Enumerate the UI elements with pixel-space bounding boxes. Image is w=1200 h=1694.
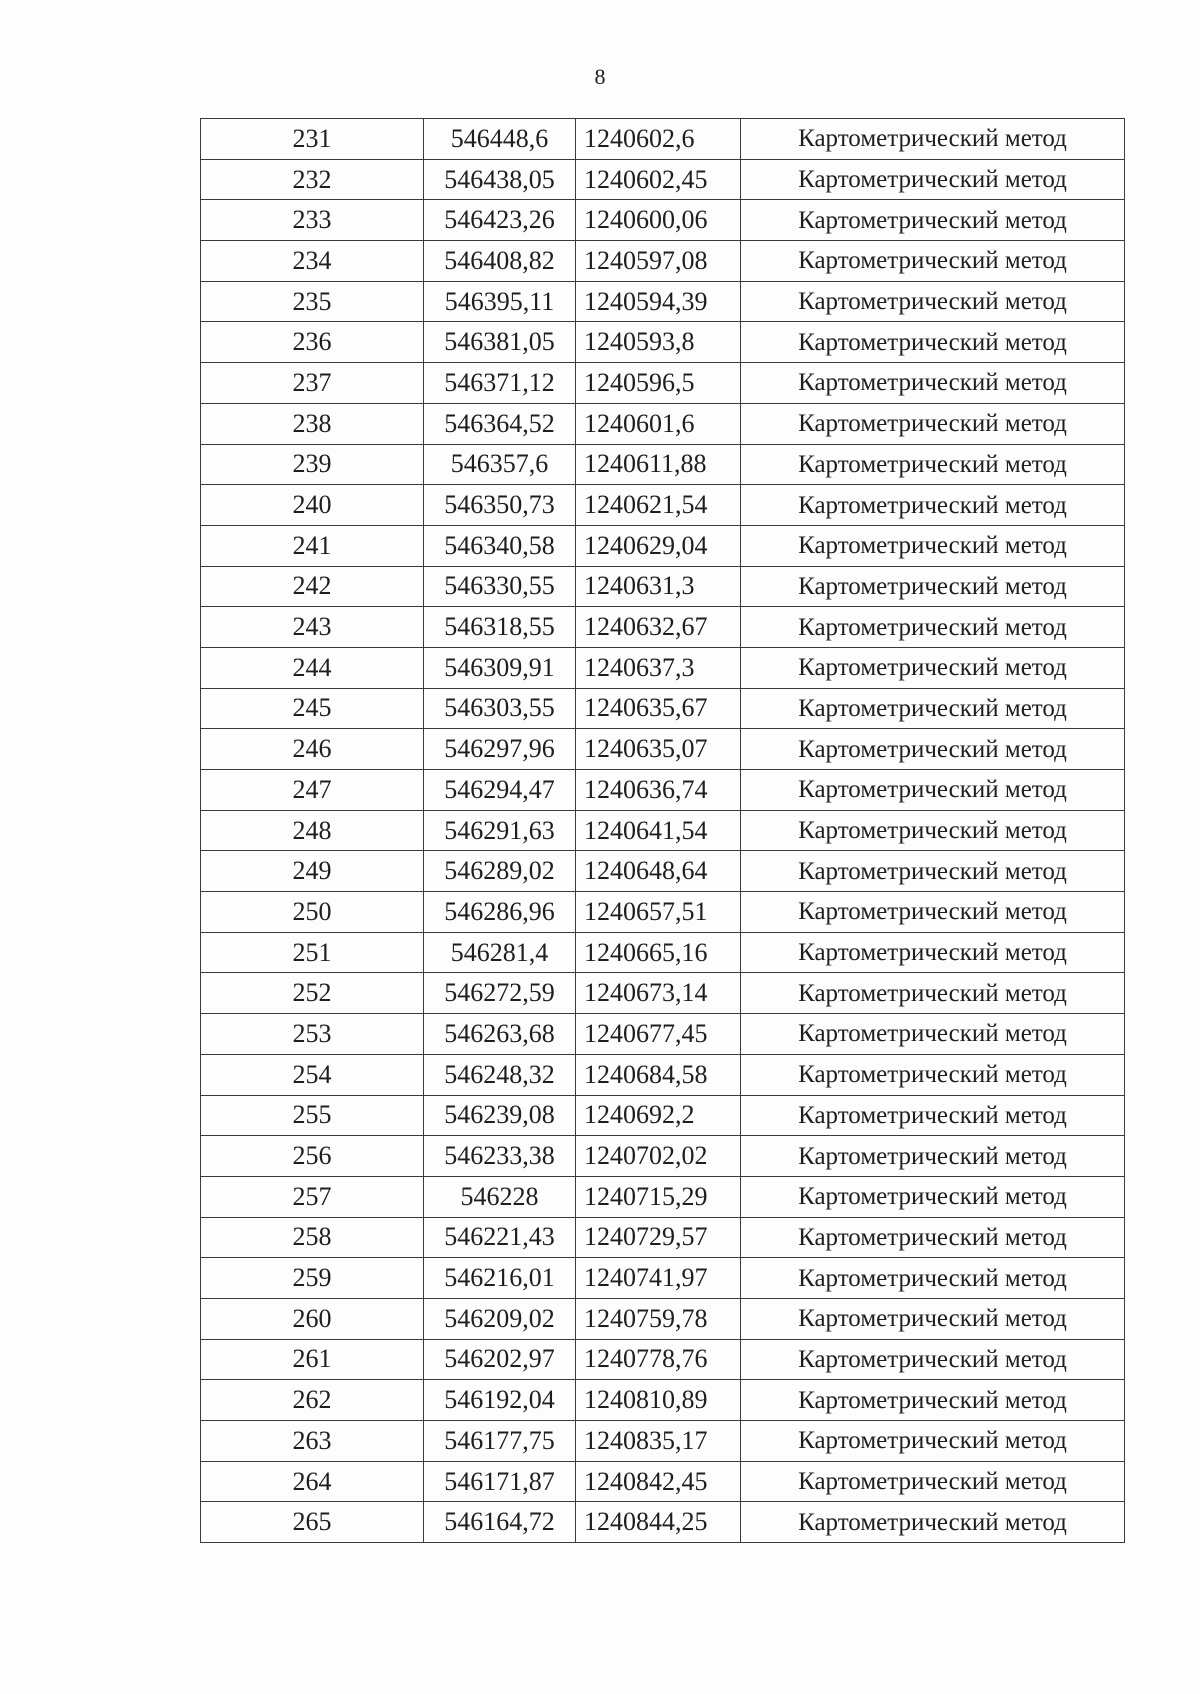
x-coordinate-cell: 546294,47 (424, 770, 576, 811)
table-row (201, 729, 1125, 770)
y-coordinate-cell: 1240600,06 (576, 200, 741, 241)
point-number-cell: 259 (201, 1258, 424, 1299)
point-number-cell: 237 (201, 363, 424, 404)
y-coordinate-cell: 1240741,97 (576, 1258, 741, 1299)
y-coordinate-cell: 1240621,54 (576, 485, 741, 526)
point-number-cell: 241 (201, 525, 424, 566)
point-number-cell: 236 (201, 322, 424, 363)
point-number-cell: 253 (201, 1014, 424, 1055)
point-number-cell: 257 (201, 1176, 424, 1217)
y-coordinate-cell: 1240657,51 (576, 892, 741, 933)
x-coordinate-cell: 546177,75 (424, 1421, 576, 1462)
method-cell: Картометрический метод (741, 647, 1125, 688)
table-row (201, 281, 1125, 322)
x-coordinate-cell: 546340,58 (424, 525, 576, 566)
method-cell: Картометрический метод (741, 403, 1125, 444)
x-coordinate-cell: 546272,59 (424, 973, 576, 1014)
y-coordinate-cell: 1240631,3 (576, 566, 741, 607)
table-row (201, 322, 1125, 363)
table-row (201, 770, 1125, 811)
y-coordinate-cell: 1240665,16 (576, 932, 741, 973)
method-cell: Картометрический метод (741, 241, 1125, 282)
method-cell: Картометрический метод (741, 322, 1125, 363)
method-cell: Картометрический метод (741, 281, 1125, 322)
y-coordinate-cell: 1240778,76 (576, 1339, 741, 1380)
coordinates-table-body (201, 119, 1125, 1543)
x-coordinate-cell: 546209,02 (424, 1298, 576, 1339)
method-cell: Картометрический метод (741, 1095, 1125, 1136)
method-cell: Картометрический метод (741, 1014, 1125, 1055)
y-coordinate-cell: 1240635,67 (576, 688, 741, 729)
table-row (201, 200, 1125, 241)
point-number-cell: 260 (201, 1298, 424, 1339)
method-cell: Картометрический метод (741, 688, 1125, 729)
point-number-cell: 256 (201, 1136, 424, 1177)
page-number: 8 (594, 64, 606, 89)
y-coordinate-cell: 1240715,29 (576, 1176, 741, 1217)
table-row (201, 1421, 1125, 1462)
method-cell: Картометрический метод (741, 770, 1125, 811)
x-coordinate-cell: 546286,96 (424, 892, 576, 933)
point-number-cell: 254 (201, 1054, 424, 1095)
point-number-cell: 245 (201, 688, 424, 729)
y-coordinate-cell: 1240842,45 (576, 1461, 741, 1502)
point-number-cell: 248 (201, 810, 424, 851)
table-row (201, 1014, 1125, 1055)
x-coordinate-cell: 546248,32 (424, 1054, 576, 1095)
y-coordinate-cell: 1240844,25 (576, 1502, 741, 1543)
point-number-cell: 244 (201, 647, 424, 688)
point-number-cell: 251 (201, 932, 424, 973)
table-row (201, 1502, 1125, 1543)
y-coordinate-cell: 1240692,2 (576, 1095, 741, 1136)
table-row (201, 1258, 1125, 1299)
method-cell: Картометрический метод (741, 892, 1125, 933)
x-coordinate-cell: 546318,55 (424, 607, 576, 648)
x-coordinate-cell: 546309,91 (424, 647, 576, 688)
method-cell: Картометрический метод (741, 810, 1125, 851)
table-row (201, 363, 1125, 404)
x-coordinate-cell: 546171,87 (424, 1461, 576, 1502)
method-cell: Картометрический метод (741, 1298, 1125, 1339)
point-number-cell: 240 (201, 485, 424, 526)
x-coordinate-cell: 546228 (424, 1176, 576, 1217)
table-row (201, 241, 1125, 282)
table-row (201, 1461, 1125, 1502)
table-row (201, 403, 1125, 444)
point-number-cell: 243 (201, 607, 424, 648)
point-number-cell: 232 (201, 159, 424, 200)
point-number-cell: 264 (201, 1461, 424, 1502)
y-coordinate-cell: 1240729,57 (576, 1217, 741, 1258)
y-coordinate-cell: 1240596,5 (576, 363, 741, 404)
point-number-cell: 255 (201, 1095, 424, 1136)
y-coordinate-cell: 1240611,88 (576, 444, 741, 485)
table-row (201, 851, 1125, 892)
table-row (201, 485, 1125, 526)
table-row (201, 525, 1125, 566)
x-coordinate-cell: 546297,96 (424, 729, 576, 770)
y-coordinate-cell: 1240602,45 (576, 159, 741, 200)
point-number-cell: 249 (201, 851, 424, 892)
table-row (201, 973, 1125, 1014)
method-cell: Картометрический метод (741, 525, 1125, 566)
y-coordinate-cell: 1240648,64 (576, 851, 741, 892)
x-coordinate-cell: 546233,38 (424, 1136, 576, 1177)
method-cell: Картометрический метод (741, 119, 1125, 160)
y-coordinate-cell: 1240635,07 (576, 729, 741, 770)
x-coordinate-cell: 546192,04 (424, 1380, 576, 1421)
method-cell: Картометрический метод (741, 566, 1125, 607)
method-cell: Картометрический метод (741, 1339, 1125, 1380)
x-coordinate-cell: 546357,6 (424, 444, 576, 485)
method-cell: Картометрический метод (741, 1380, 1125, 1421)
point-number-cell: 258 (201, 1217, 424, 1258)
method-cell: Картометрический метод (741, 1461, 1125, 1502)
y-coordinate-cell: 1240677,45 (576, 1014, 741, 1055)
x-coordinate-cell: 546303,55 (424, 688, 576, 729)
method-cell: Картометрический метод (741, 607, 1125, 648)
y-coordinate-cell: 1240684,58 (576, 1054, 741, 1095)
point-number-cell: 239 (201, 444, 424, 485)
y-coordinate-cell: 1240759,78 (576, 1298, 741, 1339)
method-cell: Картометрический метод (741, 1054, 1125, 1095)
x-coordinate-cell: 546438,05 (424, 159, 576, 200)
point-number-cell: 233 (201, 200, 424, 241)
point-number-cell: 238 (201, 403, 424, 444)
table-row (201, 932, 1125, 973)
method-cell: Картометрический метод (741, 1217, 1125, 1258)
table-row (201, 1095, 1125, 1136)
y-coordinate-cell: 1240810,89 (576, 1380, 741, 1421)
method-cell: Картометрический метод (741, 932, 1125, 973)
x-coordinate-cell: 546289,02 (424, 851, 576, 892)
method-cell: Картометрический метод (741, 973, 1125, 1014)
y-coordinate-cell: 1240601,6 (576, 403, 741, 444)
x-coordinate-cell: 546164,72 (424, 1502, 576, 1543)
x-coordinate-cell: 546281,4 (424, 932, 576, 973)
method-cell: Картометрический метод (741, 851, 1125, 892)
table-row (201, 1176, 1125, 1217)
y-coordinate-cell: 1240835,17 (576, 1421, 741, 1462)
x-coordinate-cell: 546263,68 (424, 1014, 576, 1055)
x-coordinate-cell: 546423,26 (424, 200, 576, 241)
x-coordinate-cell: 546350,73 (424, 485, 576, 526)
y-coordinate-cell: 1240637,3 (576, 647, 741, 688)
method-cell: Картометрический метод (741, 1258, 1125, 1299)
table-row (201, 688, 1125, 729)
point-number-cell: 261 (201, 1339, 424, 1380)
method-cell: Картометрический метод (741, 200, 1125, 241)
x-coordinate-cell: 546221,43 (424, 1217, 576, 1258)
x-coordinate-cell: 546395,11 (424, 281, 576, 322)
point-number-cell: 235 (201, 281, 424, 322)
point-number-cell: 234 (201, 241, 424, 282)
y-coordinate-cell: 1240636,74 (576, 770, 741, 811)
table-row (201, 810, 1125, 851)
table-row (201, 566, 1125, 607)
method-cell: Картометрический метод (741, 159, 1125, 200)
point-number-cell: 246 (201, 729, 424, 770)
table-row (201, 1217, 1125, 1258)
x-coordinate-cell: 546408,82 (424, 241, 576, 282)
table-row (201, 607, 1125, 648)
x-coordinate-cell: 546216,01 (424, 1258, 576, 1299)
y-coordinate-cell: 1240597,08 (576, 241, 741, 282)
table-row (201, 1054, 1125, 1095)
y-coordinate-cell: 1240702,02 (576, 1136, 741, 1177)
table-row (201, 159, 1125, 200)
x-coordinate-cell: 546291,63 (424, 810, 576, 851)
method-cell: Картометрический метод (741, 1136, 1125, 1177)
table-row (201, 444, 1125, 485)
point-number-cell: 247 (201, 770, 424, 811)
method-cell: Картометрический метод (741, 729, 1125, 770)
x-coordinate-cell: 546371,12 (424, 363, 576, 404)
table-row (201, 119, 1125, 160)
method-cell: Картометрический метод (741, 1176, 1125, 1217)
method-cell: Картометрический метод (741, 1421, 1125, 1462)
table-row (201, 647, 1125, 688)
point-number-cell: 263 (201, 1421, 424, 1462)
method-cell: Картометрический метод (741, 444, 1125, 485)
y-coordinate-cell: 1240632,67 (576, 607, 741, 648)
y-coordinate-cell: 1240602,6 (576, 119, 741, 160)
table-row (201, 1136, 1125, 1177)
x-coordinate-cell: 546364,52 (424, 403, 576, 444)
point-number-cell: 252 (201, 973, 424, 1014)
point-number-cell: 231 (201, 119, 424, 160)
y-coordinate-cell: 1240641,54 (576, 810, 741, 851)
y-coordinate-cell: 1240594,39 (576, 281, 741, 322)
table-row (201, 1339, 1125, 1380)
method-cell: Картометрический метод (741, 363, 1125, 404)
y-coordinate-cell: 1240673,14 (576, 973, 741, 1014)
table-row (201, 1380, 1125, 1421)
y-coordinate-cell: 1240629,04 (576, 525, 741, 566)
x-coordinate-cell: 546381,05 (424, 322, 576, 363)
point-number-cell: 242 (201, 566, 424, 607)
x-coordinate-cell: 546202,97 (424, 1339, 576, 1380)
x-coordinate-cell: 546448,6 (424, 119, 576, 160)
table-row (201, 892, 1125, 933)
y-coordinate-cell: 1240593,8 (576, 322, 741, 363)
x-coordinate-cell: 546239,08 (424, 1095, 576, 1136)
table-row (201, 1298, 1125, 1339)
point-number-cell: 265 (201, 1502, 424, 1543)
point-number-cell: 250 (201, 892, 424, 933)
point-number-cell: 262 (201, 1380, 424, 1421)
method-cell: Картометрический метод (741, 1502, 1125, 1543)
method-cell: Картометрический метод (741, 485, 1125, 526)
x-coordinate-cell: 546330,55 (424, 566, 576, 607)
coordinates-table (200, 118, 1125, 1543)
